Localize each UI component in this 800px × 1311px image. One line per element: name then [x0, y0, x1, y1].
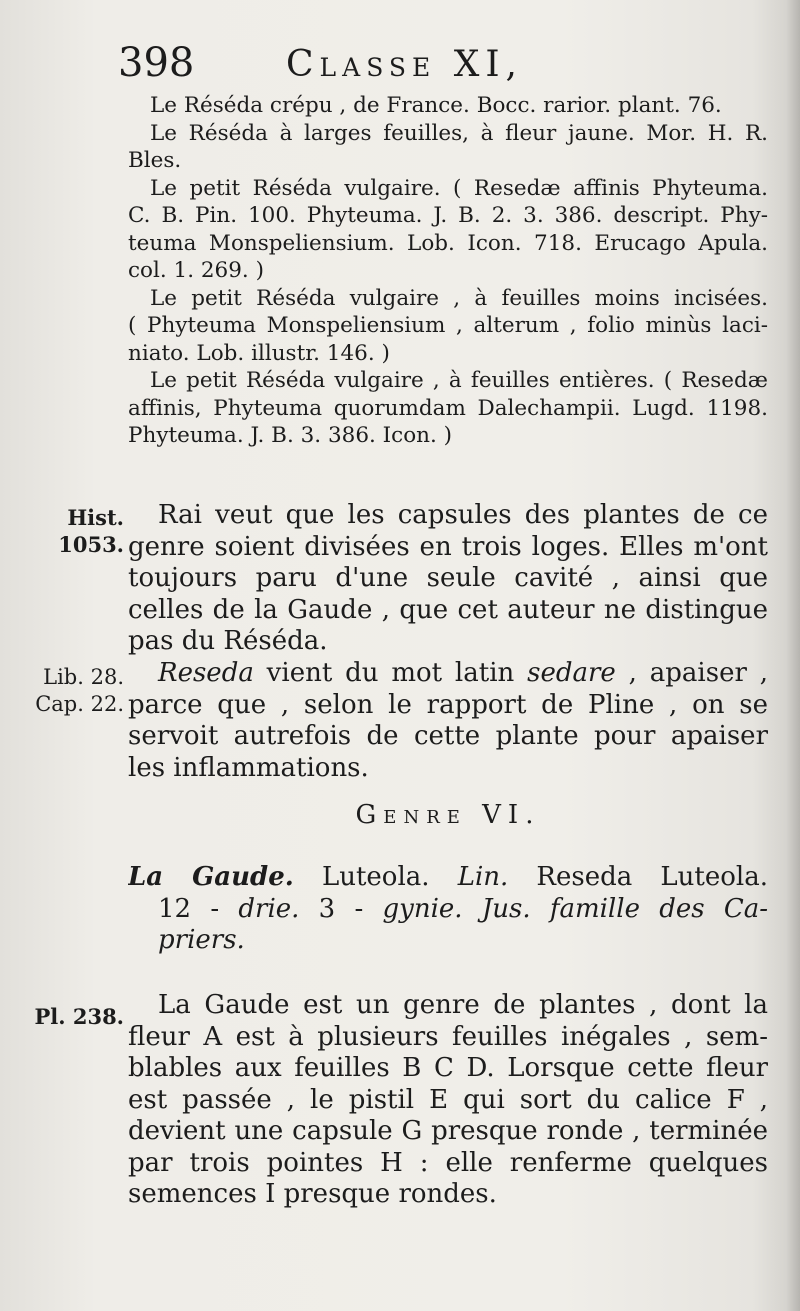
- text-run: 3 -: [299, 893, 383, 924]
- synonym-line: Le petit Réséda vulgaire , à feuilles entières. ( Resedæ: [150, 368, 768, 393]
- paragraph-line: blables aux feuilles B C D. Lorsque cette fleur: [128, 1053, 768, 1083]
- text-run: Reseda Luteola.: [508, 862, 768, 892]
- margin-note-lib: [24, 664, 124, 718]
- paragraph-line: parce que , selon le rapport de Pline , on se: [128, 689, 768, 720]
- synonym-line: affinis, Phyteuma quorumdam Dalechampii. Lugd. 1198.: [128, 395, 768, 421]
- text-run: priers.: [158, 925, 245, 955]
- synonym-line: niato. Lob. illustr. 146. ): [128, 340, 390, 366]
- text-run: , apaiser ,: [615, 658, 768, 688]
- page-edge-shadow: [786, 0, 800, 1311]
- heading-line: [128, 862, 768, 894]
- paragraph-line: servoit autrefois de cette plante pour apaiser: [128, 721, 768, 751]
- synonym-line: Le petit Réséda vulgaire. ( Resedæ affinis Phyteuma.: [150, 175, 768, 201]
- synonym-line: col. 1. 269. ): [128, 258, 264, 283]
- rai-paragraph: [128, 500, 768, 658]
- heading-line: [128, 894, 768, 926]
- lin-ref: Lin.: [457, 862, 509, 892]
- reseda-paragraph: [128, 658, 768, 784]
- paragraph-line: les inflammations.: [128, 752, 369, 783]
- synonym-entry: [128, 120, 768, 175]
- text-run: vient du mot latin: [253, 658, 528, 688]
- paragraph-line: semences I presque rondes.: [128, 1179, 497, 1209]
- gaude-heading: [128, 862, 768, 957]
- text-run: Luteola.: [293, 862, 458, 892]
- margin-note-line: Lib. 28.: [43, 665, 124, 689]
- margin-note-line: Pl. 238.: [34, 1004, 124, 1029]
- synonym-line: teuma Monspeliensium. Lob. Icon. 718. Erucago Apula.: [128, 230, 768, 256]
- paragraph-line: celles de la Gaude , que cet auteur ne distingue: [128, 594, 768, 625]
- synonym-line: C. B. Pin. 100. Phyteuma. J. B. 2. 3. 386. descript. Phy-: [128, 203, 768, 228]
- margin-note-pl: [24, 1003, 124, 1030]
- paragraph-line: fleur A est à plusieurs feuilles inégales , sem-: [128, 1021, 768, 1052]
- synonym-line: Le petit Réséda vulgaire , à feuilles moins incisées.: [150, 285, 768, 311]
- gaude-paragraph: [128, 990, 768, 1211]
- latin-term: Reseda: [158, 658, 254, 688]
- synonym-line: ( Phyteuma Monspeliensium , alterum , folio minùs laci-: [128, 313, 768, 338]
- paragraph-line: [128, 658, 768, 690]
- synonym-line: Phyteuma. J. B. 3. 386. Icon. ): [128, 423, 453, 448]
- paragraph-line: La Gaude est un genre de plantes , dont la: [158, 990, 768, 1020]
- page-number: 398: [118, 40, 195, 86]
- paragraph-line: pas du Réséda.: [128, 626, 328, 656]
- synonym-entry: [128, 92, 768, 120]
- paragraph-line: par trois pointes H : elle renferme quelques: [128, 1147, 768, 1178]
- synonym-entry: [128, 285, 768, 368]
- synonym-line: Bles.: [128, 148, 182, 173]
- synonym-entry: [128, 175, 768, 285]
- margin-note-line: 1053.: [58, 532, 124, 557]
- paragraph-line: genre soient divisées en trois loges. Elles m'ont: [128, 531, 768, 562]
- margin-note-line: Cap. 22.: [35, 692, 124, 716]
- genus-name: La Gaude.: [128, 862, 294, 892]
- latin-term: sedare: [527, 658, 616, 688]
- text-run: Jus. famille des Ca-: [462, 893, 768, 924]
- paragraph-line: est passée , le pistil E qui sort du calice F ,: [128, 1084, 768, 1115]
- margin-note-hist: [24, 504, 124, 558]
- margin-note-line: Hist.: [67, 505, 124, 530]
- heading-line: [128, 925, 768, 957]
- text-run: gynie.: [382, 893, 463, 924]
- synonym-list: [128, 92, 768, 450]
- running-title: Classe XI,: [286, 44, 523, 85]
- synonym-line: Le Réséda à larges feuilles, à fleur jaune. Mor. H. R.: [150, 120, 768, 146]
- synonym-line: Le Réséda crépu , de France. Bocc. rarior. plant. 76.: [150, 93, 722, 118]
- text-run: drie.: [238, 893, 300, 924]
- paragraph-line: Rai veut que les capsules des plantes de ce: [158, 500, 768, 530]
- text-run: 12 -: [158, 893, 239, 924]
- synonym-entry: [128, 367, 768, 450]
- paragraph-line: devient une capsule G presque ronde , terminée: [128, 1116, 768, 1146]
- genre-heading: Genre VI.: [355, 800, 541, 830]
- paragraph-line: toujours paru d'une seule cavité , ainsi que: [128, 563, 768, 593]
- page-header: [118, 40, 768, 88]
